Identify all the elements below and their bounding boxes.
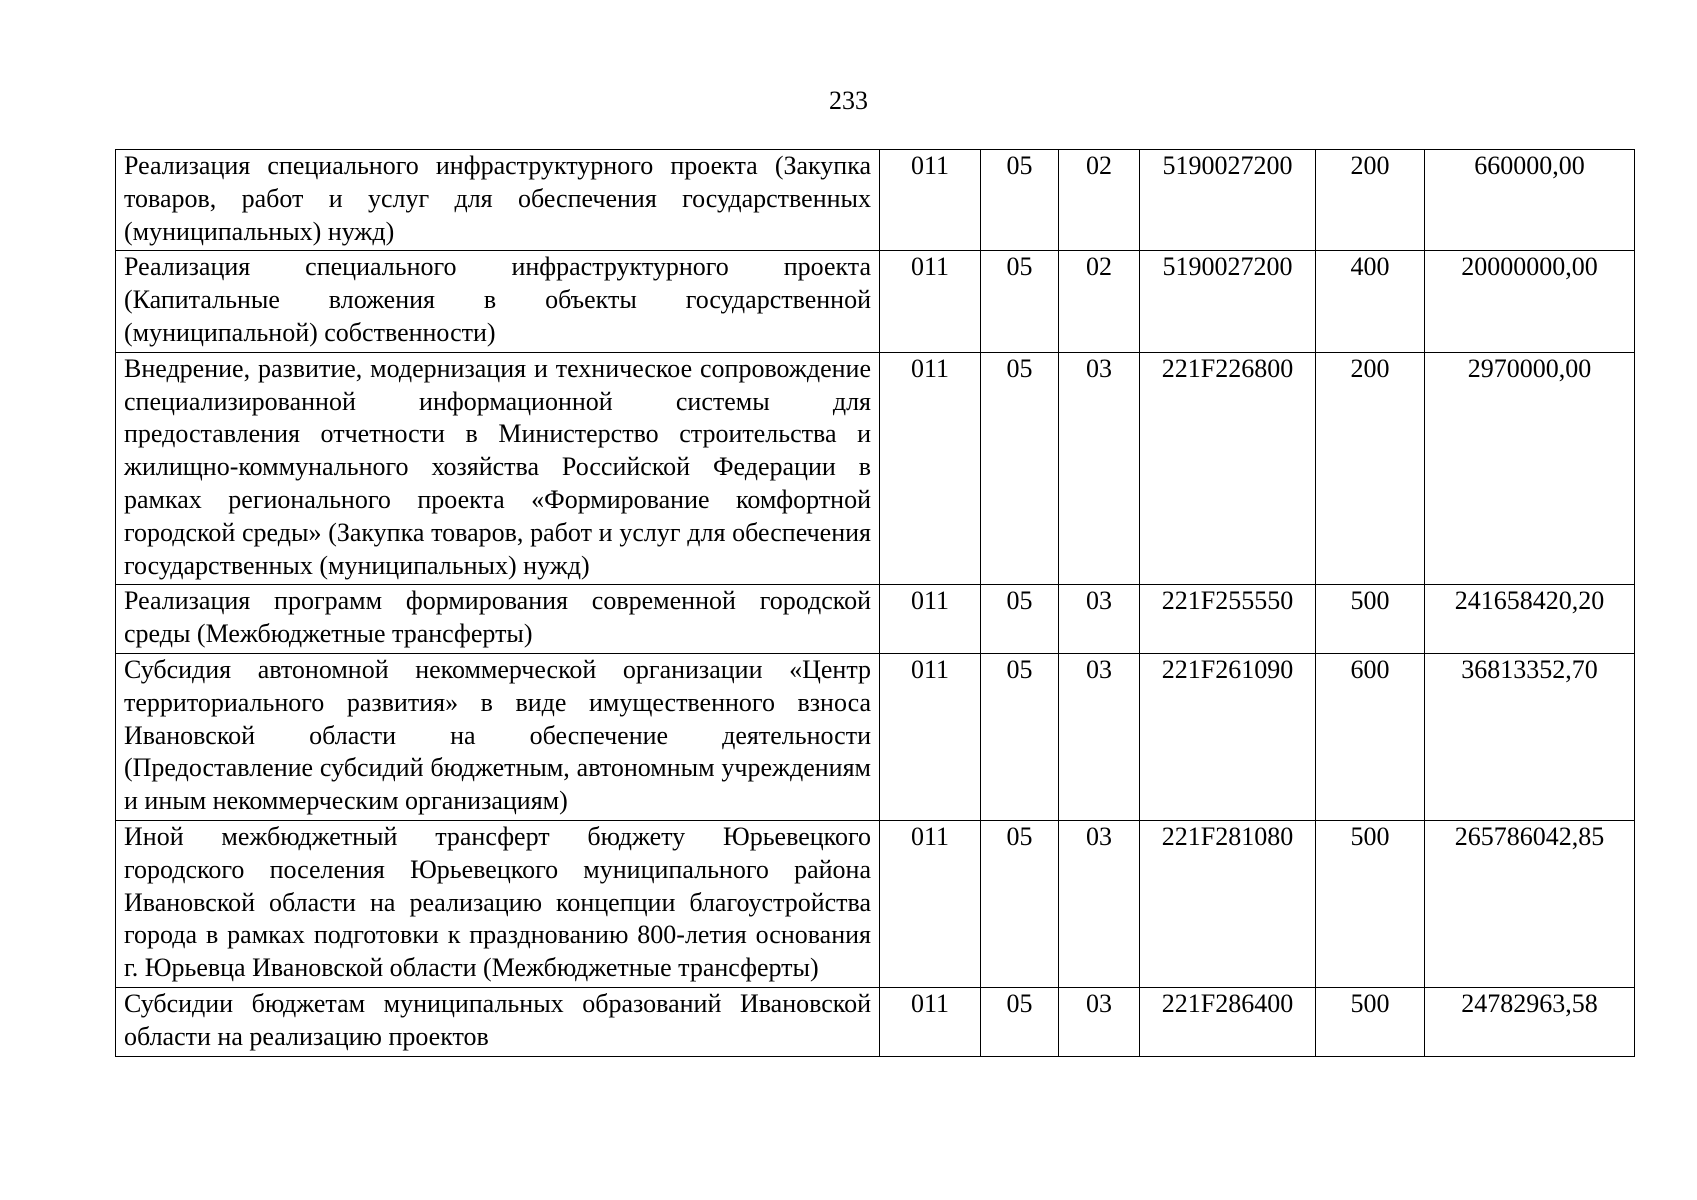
target-article-code: 221F281080 (1140, 820, 1316, 987)
table-row (116, 585, 1635, 654)
table-row (116, 653, 1635, 820)
target-article-code: 221F255550 (1140, 585, 1316, 654)
ministry-code: 011 (880, 653, 981, 820)
expense-type-code: 600 (1316, 653, 1425, 820)
ministry-code: 011 (880, 820, 981, 987)
amount: 2970000,00 (1425, 352, 1635, 585)
table-row (116, 251, 1635, 352)
target-article-code: 5190027200 (1140, 251, 1316, 352)
ministry-code: 011 (880, 150, 981, 251)
subsection-code: 03 (1059, 653, 1140, 820)
row-description: Реализация программ формирования современной городской среды (Межбюджетные трансферты) (116, 585, 880, 654)
subsection-code: 03 (1059, 585, 1140, 654)
row-description: Иной межбюджетный трансферт бюджету Юрьевецкого городского поселения Юрьевецкого муниципального района Ивановской области на реализацию концепции благоустройства города в рамках подготовки к празднованию 800-летия основания г. Юрьевца Ивановской области (Межбюджетные трансферты) (116, 820, 880, 987)
amount: 660000,00 (1425, 150, 1635, 251)
subsection-code: 02 (1059, 251, 1140, 352)
row-description: Реализация специального инфраструктурного проекта (Закупка товаров, работ и услуг для обеспечения государственных (муниципальных) нужд) (116, 150, 880, 251)
ministry-code: 011 (880, 585, 981, 654)
subsection-code: 03 (1059, 352, 1140, 585)
amount: 265786042,85 (1425, 820, 1635, 987)
expense-type-code: 200 (1316, 352, 1425, 585)
table-row (116, 352, 1635, 585)
row-description: Реализация специального инфраструктурного проекта (Капитальные вложения в объекты государственной (муниципальной) собственности) (116, 251, 880, 352)
section-code: 05 (981, 251, 1059, 352)
amount: 20000000,00 (1425, 251, 1635, 352)
table-row (116, 987, 1635, 1056)
section-code: 05 (981, 987, 1059, 1056)
expense-type-code: 500 (1316, 585, 1425, 654)
target-article-code: 5190027200 (1140, 150, 1316, 251)
ministry-code: 011 (880, 352, 981, 585)
target-article-code: 221F261090 (1140, 653, 1316, 820)
ministry-code: 011 (880, 251, 981, 352)
expense-type-code: 400 (1316, 251, 1425, 352)
section-code: 05 (981, 352, 1059, 585)
expense-type-code: 500 (1316, 987, 1425, 1056)
section-code: 05 (981, 820, 1059, 987)
target-article-code: 221F286400 (1140, 987, 1316, 1056)
row-description: Субсидия автономной некоммерческой организации «Центр территориального развития» в виде имущественного взноса Ивановской области на обеспечение деятельности (Предоставление субсидий бюджетным, автономным учреждениям и иным некоммерческим организациям) (116, 653, 880, 820)
amount: 36813352,70 (1425, 653, 1635, 820)
amount: 241658420,20 (1425, 585, 1635, 654)
target-article-code: 221F226800 (1140, 352, 1316, 585)
expense-type-code: 500 (1316, 820, 1425, 987)
subsection-code: 03 (1059, 987, 1140, 1056)
page-number: 233 (829, 86, 868, 115)
expense-type-code: 200 (1316, 150, 1425, 251)
subsection-code: 02 (1059, 150, 1140, 251)
row-description: Внедрение, развитие, модернизация и техническое сопровождение специализированной информационной системы для предоставления отчетности в Министерство строительства и жилищно-коммунального хозяйства Российской Федерации в рамках регионального проекта «Формирование комфортной городской среды» (Закупка товаров, работ и услуг для обеспечения государственных (муниципальных) нужд) (116, 352, 880, 585)
row-description: Субсидии бюджетам муниципальных образований Ивановской области на реализацию проектов (116, 987, 880, 1056)
table-row (116, 150, 1635, 251)
section-code: 05 (981, 653, 1059, 820)
table-row (116, 820, 1635, 987)
budget-table (115, 149, 1635, 1057)
section-code: 05 (981, 585, 1059, 654)
ministry-code: 011 (880, 987, 981, 1056)
subsection-code: 03 (1059, 820, 1140, 987)
amount: 24782963,58 (1425, 987, 1635, 1056)
section-code: 05 (981, 150, 1059, 251)
